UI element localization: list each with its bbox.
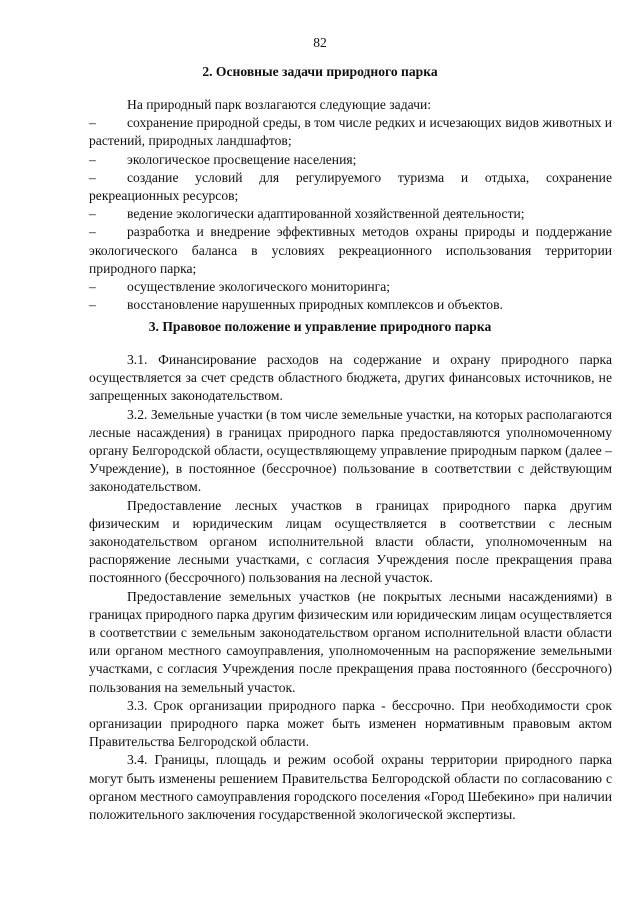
task-text: сохранение природной среды, в том числе редких и исчезающих видов животных и растений, природных ландшафтов; xyxy=(89,115,612,149)
paragraph-3-1: 3.1. Финансирование расходов на содержание и охрану природного парка осуществляется за счет средств областного бюджета, других финансовых источников, не запрещенных законодательством. xyxy=(89,352,612,404)
task-text: создание условий для регулируемого туризма и отдыха, сохранение рекреационных ресурсов; xyxy=(89,169,612,204)
page-number: 82 xyxy=(313,35,327,50)
task-text: разработка и внедрение эффективных методов охраны природы и поддержание экологического баланса в условиях рекреационного использования территории природного парка; xyxy=(89,224,612,276)
task-item xyxy=(89,223,612,278)
task-item xyxy=(89,278,612,296)
paragraph-forest-plots: Предоставление лесных участков в границах природного парка другим физическим и юридическим лицам осуществляется в соответствии с лесным законодательством органом исполнительной власти области, уполномоченным на распоряжение лесными участками, с согласия Учреждения после прекращения права постоянного (бессрочного) пользования на лесной участок. xyxy=(89,497,612,586)
dash-bullet: – xyxy=(89,169,96,185)
paragraph-3-2: 3.2. Земельные участки (в том числе земельные участки, на которых располагаются лесные насаждения) в границах природного парка предоставляются уполномоченному органу Белгородской области, осуществляющему управление природным парком (далее – Учреждение), в постоянное (бессрочное) пользование в соответствии с действующим законодательством. xyxy=(89,406,612,495)
dash-bullet: – xyxy=(89,206,96,222)
section-3-body xyxy=(89,351,612,824)
task-text: экологическое просвещение населения; xyxy=(127,151,357,167)
dash-bullet: – xyxy=(89,297,96,313)
task-item xyxy=(89,205,612,223)
task-text: ведение экологически адаптированной хозяйственной деятельности; xyxy=(127,206,525,222)
paragraph-3-4: 3.4. Границы, площадь и режим особой охраны территории природного парка могут быть изменены решением Правительства Белгородской области по согласованию с органом местного самоуправления городского поселения «Город Шебекино» при наличии положительного заключения государственной экологической экспертизы. xyxy=(89,752,612,823)
paragraph-land-plots: Предоставление земельных участков (не покрытых лесными насаждениями) в границах природного парка другим физическим или юридическим лицам осуществляется в соответствии с земельным законодательством органом исполнительной власти области или органом местного самоуправления, уполномоченным на распоряжение земельными участками, с согласия Учреждения после прекращения права постоянного (бессрочного) пользования на земельный участок. xyxy=(89,588,612,695)
section-3-heading: 3. Правовое положение и управление природного парка xyxy=(148,319,492,334)
task-text: осуществление экологического мониторинга; xyxy=(127,279,391,295)
dash-bullet: – xyxy=(89,279,96,295)
section-2-body xyxy=(89,96,612,314)
section-2-intro: На природный парк возлагаются следующие задачи: xyxy=(127,97,432,112)
task-item xyxy=(89,169,612,205)
dash-bullet: – xyxy=(89,224,96,240)
task-item xyxy=(89,296,612,314)
task-text: восстановление нарушенных природных комплексов и объектов. xyxy=(127,297,503,313)
dash-bullet: – xyxy=(89,115,96,131)
section-2-heading: 2. Основные задачи природного парка xyxy=(202,64,438,79)
paragraph-3-3: 3.3. Срок организации природного парка - бессрочно. При необходимости срок организации природного парка может быть изменен нормативным правовым актом Правительства Белгородской области. xyxy=(89,697,612,750)
task-item xyxy=(89,151,612,169)
dash-bullet: – xyxy=(89,151,96,167)
task-item xyxy=(89,114,612,150)
